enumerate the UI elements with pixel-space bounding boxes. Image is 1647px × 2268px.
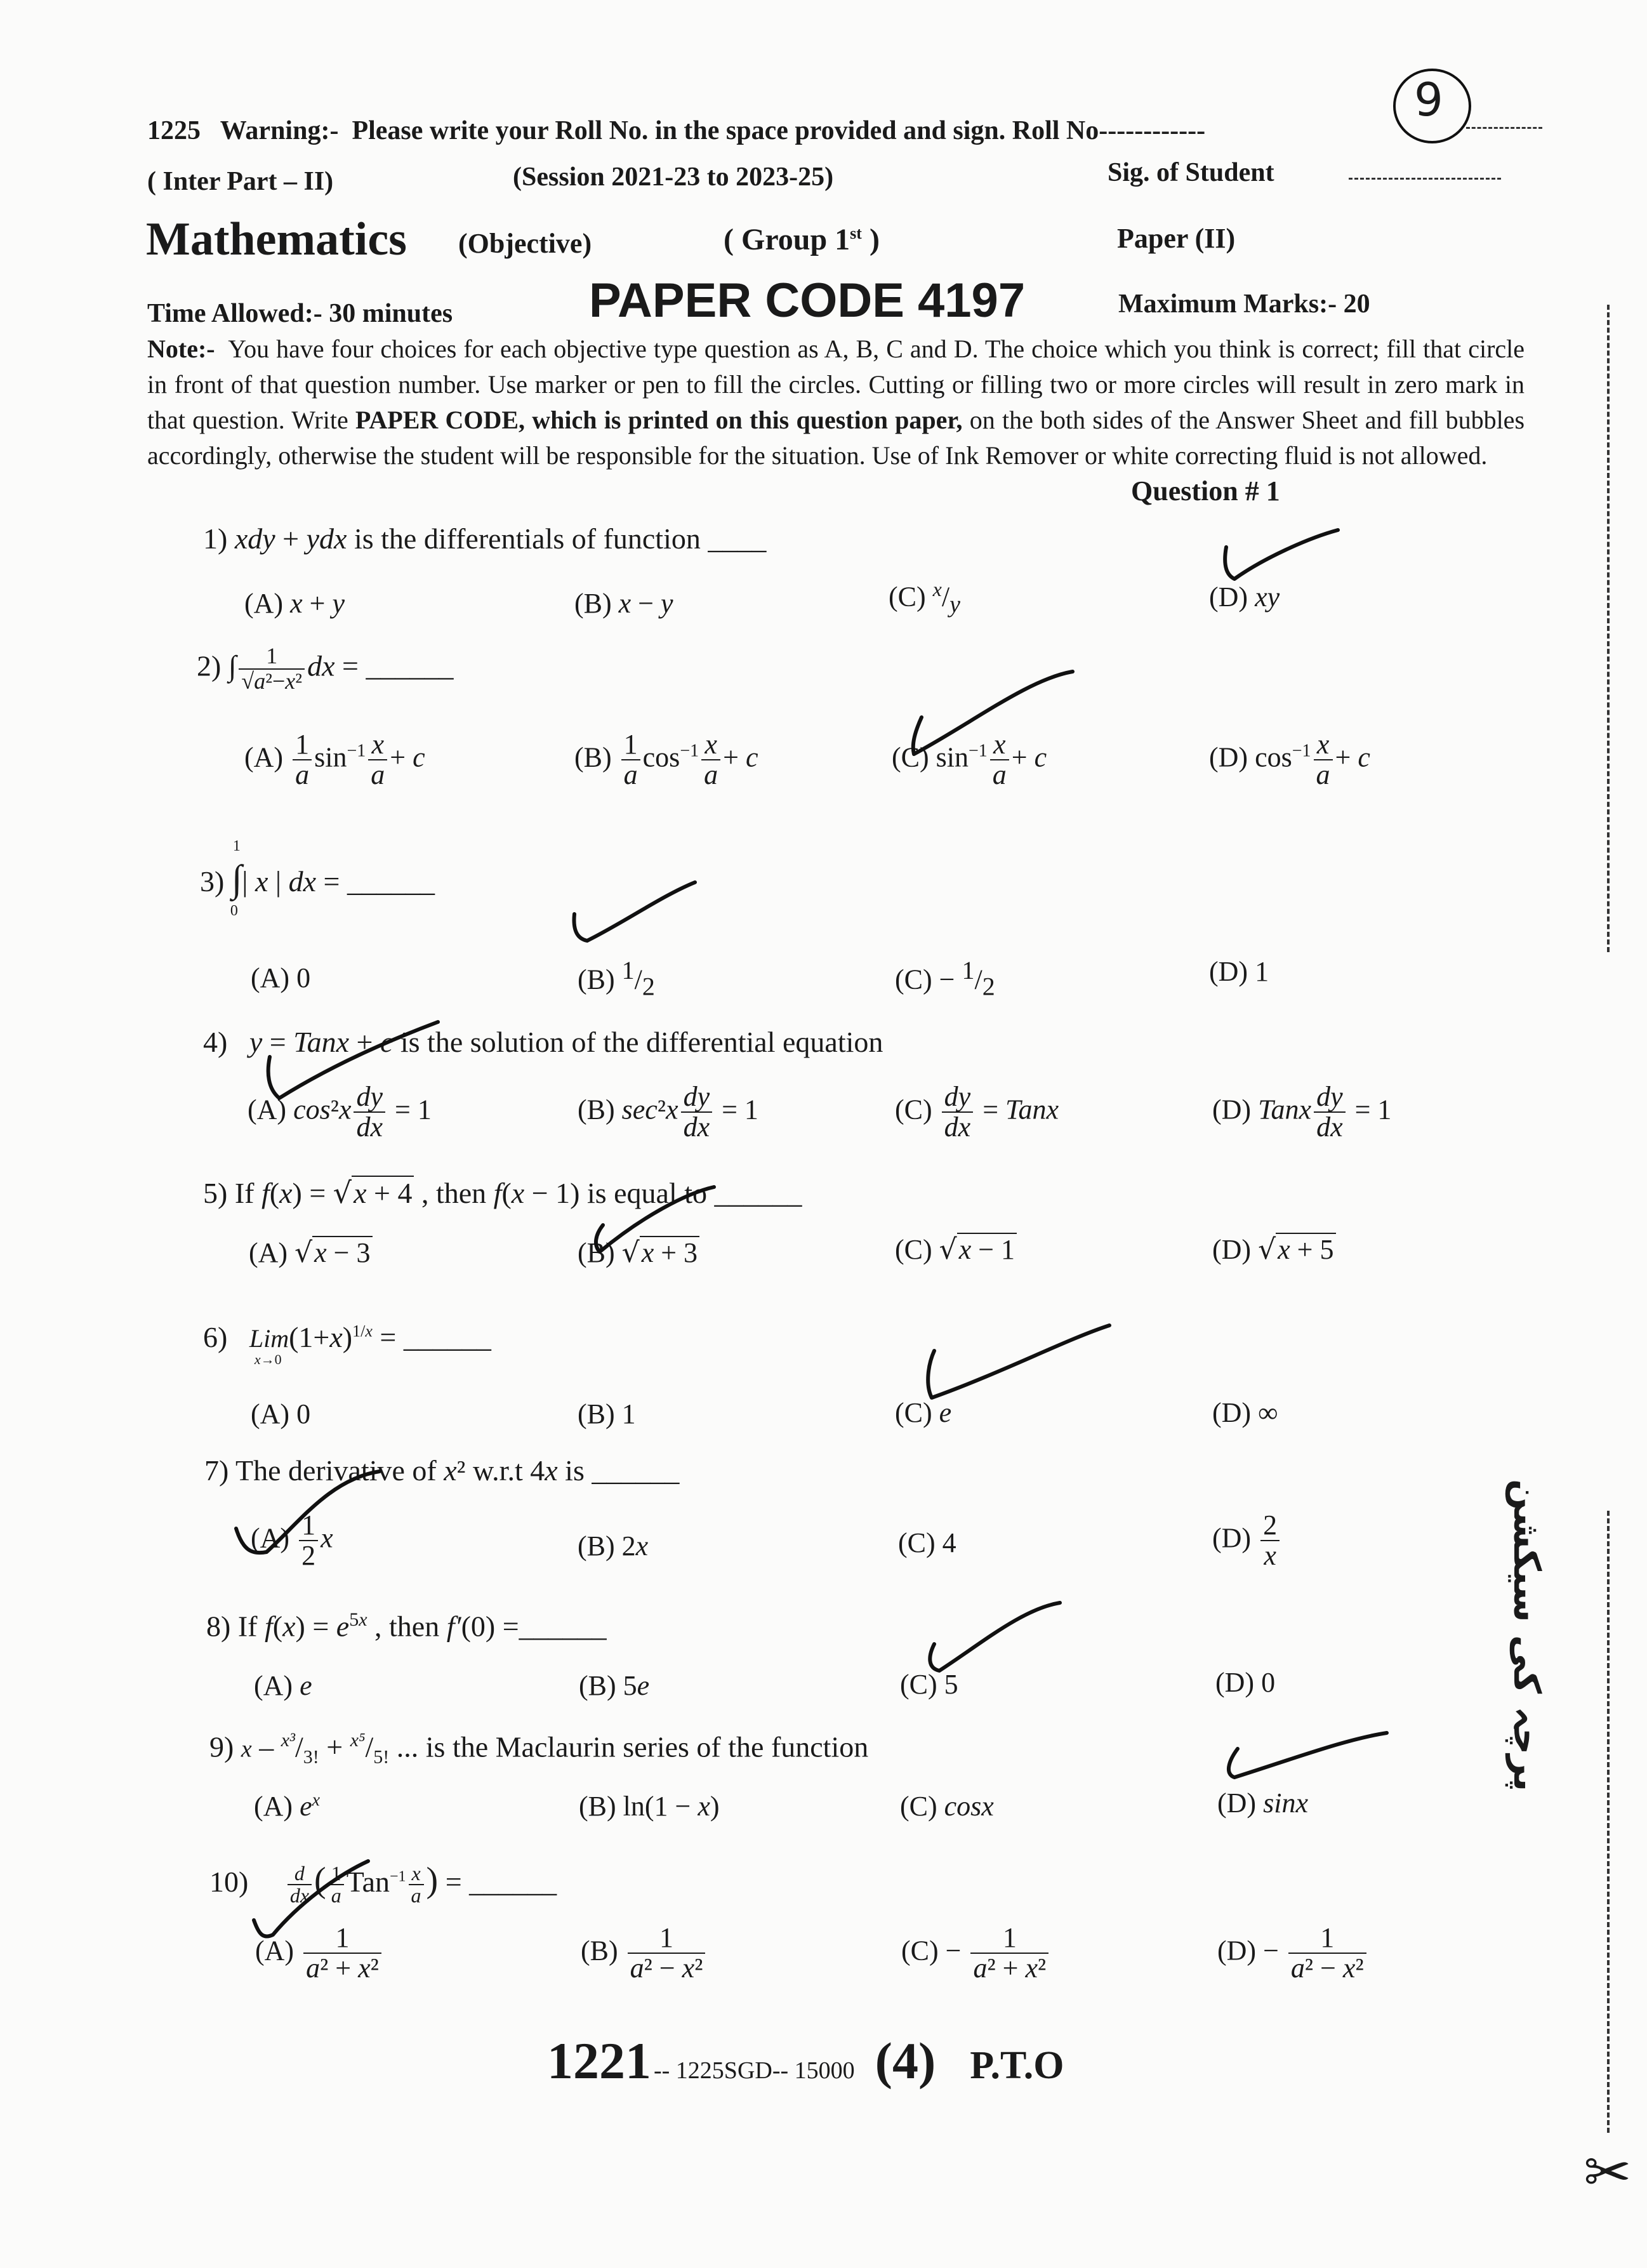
question-1: 1) xdy + ydx is the differentials of function ____ — [203, 522, 767, 555]
footer-code-small: -- 1225SGD-- 15000 — [654, 2057, 855, 2084]
question-label: Question # 1 — [1131, 475, 1280, 507]
q8-option-d[interactable]: (D) 0 — [1215, 1667, 1276, 1698]
question-8: 8) If $f(x) = e^{5x}$ , then f′(0) =______ — [206, 1609, 607, 1643]
tick-q9 — [1229, 1733, 1387, 1777]
margin-vertical-note: پرچہ کی سیکشن — [1505, 1479, 1549, 1792]
footer-pages: (4) — [875, 2032, 936, 2090]
roll-mark-number: 9 — [1414, 73, 1443, 126]
q4-option-d[interactable]: (D) Tanx $\frac{dy}{dx}$ = 1 — [1212, 1081, 1392, 1143]
subject-type: (Objective) — [458, 228, 592, 259]
paper-number: Paper (II) — [1117, 223, 1236, 254]
margin-cut-line-bottom — [1607, 1511, 1610, 2133]
note-bold: PAPER CODE, which is printed on this question paper, — [355, 406, 963, 434]
q10-option-c[interactable]: (C) − $\frac{1}{\text{a² + x²}}$ — [901, 1923, 1051, 1983]
group: ( Group 1st ) — [724, 223, 880, 256]
instructions-note — [147, 331, 1525, 474]
time-allowed: Time Allowed:- 30 minutes — [147, 299, 453, 328]
exam-code: 1225 — [147, 116, 201, 145]
inter-part: ( Inter Part – II) — [147, 167, 334, 196]
q3-option-c[interactable]: $(C) - ^1/_2$ — [895, 956, 995, 1001]
tick-q8 — [930, 1603, 1060, 1671]
q8-option-b[interactable]: (B) 5e — [579, 1670, 650, 1701]
tick-q3 — [574, 882, 695, 941]
q4-option-c[interactable]: (C) $\frac{dy}{dx}$ = Tanx — [895, 1081, 1059, 1143]
q9-option-d[interactable]: (D) sinx — [1217, 1787, 1308, 1819]
question-4: 4) y = Tanx + c is the solution of the differential equation — [203, 1026, 883, 1058]
q9-option-c[interactable]: (C) cosx — [900, 1791, 994, 1822]
q7-option-a[interactable]: (A) $\frac{1}{2}$ x — [251, 1509, 333, 1572]
note-label: Note:- — [147, 335, 215, 363]
q7-option-d[interactable]: (D) $\frac{2}{x}$ — [1212, 1511, 1282, 1570]
q7-option-c[interactable]: (C) 4 — [898, 1527, 956, 1558]
footer-code-big: 1221 — [547, 2032, 651, 2090]
paper-code: PAPER CODE 4197 — [589, 274, 1026, 328]
q5-option-a[interactable]: (A) √x − 3 — [249, 1237, 373, 1269]
signature-label: Sig. of Student — [1108, 158, 1274, 187]
question-6: 6) Lim x→0 $(1+x)^{1/x}$ = ______ — [203, 1321, 491, 1367]
q8-option-c[interactable]: (C) 5 — [900, 1669, 958, 1700]
question-3: 3) ∫ 1 0 | x | dx = ______ — [200, 838, 435, 919]
q6-option-d[interactable]: (D) ∞ — [1212, 1397, 1278, 1428]
tick-q1 — [1225, 530, 1338, 579]
q5-option-d[interactable]: (D) √x + 5 — [1212, 1233, 1336, 1266]
q5-option-c[interactable]: (C) √x − 1 — [895, 1233, 1017, 1266]
q6-option-b[interactable]: (B) 1 — [578, 1398, 636, 1429]
footer-pto: P.T.O — [970, 2044, 1064, 2087]
q8-option-a[interactable]: (A) e — [254, 1670, 312, 1701]
q4-option-b[interactable]: (B) sec²x $\frac{dy}{dx}$ = 1 — [578, 1081, 758, 1143]
q5-option-b[interactable]: (B) √x + 3 — [578, 1237, 699, 1269]
q2-option-a[interactable]: (A) $\frac{1}{a}$ $\sin^{-1}$ $\frac{x}{a}$ + c — [244, 729, 425, 791]
tick-q6 — [928, 1325, 1109, 1398]
note-text-1: You have four choices for each objective type question as A, B, C and D. The choice which you think is correct; fill that circle in front of that question number. Use marker or pen to fill the circles. Cutting or filling two or more circles will result in zero mark in that question. Write — [147, 335, 1525, 434]
q2-option-d[interactable]: (D) $\cos^{-1}$ $\frac{x}{a}$ + c — [1209, 729, 1370, 791]
q10-option-b[interactable]: (B) $\frac{1}{\text{a² − x²}}$ — [581, 1923, 708, 1983]
q4-option-a[interactable]: (A) cos²x $\frac{dy}{dx}$ = 1 — [248, 1081, 432, 1143]
q9-option-b[interactable]: (B) ln(1 − x) — [579, 1791, 720, 1822]
margin-cut-line-top — [1607, 305, 1610, 952]
question-2: 2) ∫ $\frac{1}{\text{√a²−x²}}$ dx = ______ — [197, 643, 454, 694]
q3-option-d[interactable]: (D) 1 — [1209, 956, 1269, 987]
warning-text: Please write your Roll No. in the space provided and sign. Roll No — [352, 116, 1099, 145]
q7-option-b[interactable]: (B) 2x — [578, 1530, 649, 1562]
footer — [547, 2031, 1064, 2091]
q2-option-b[interactable]: (B) $\frac{1}{a}$ $\cos^{-1}$ $\frac{x}{a}$ + c — [574, 729, 758, 791]
note-text-2: on the both sides of the Answer Sheet and fill bubbles accordingly, otherwise the student will be responsible for the situation. Use of Ink Remover or white correcting fluid is not allowed. — [147, 406, 1525, 470]
scissors-icon: ✂ — [1584, 2139, 1632, 2206]
q10-option-d[interactable]: (D) − $\frac{1}{\text{a² − x²}}$ — [1217, 1923, 1369, 1983]
q6-option-c[interactable]: (C) e — [895, 1397, 952, 1428]
question-10: 10) $\frac{d}{dx}$ ( $\frac{1}{a}$ Tan$^{-1}$ $\frac{x}{a}$ ) = ______ — [209, 1860, 557, 1907]
q9-option-a[interactable]: (A) $e^x$ — [254, 1790, 321, 1822]
q10-option-a[interactable]: (A) $\frac{1}{\text{a² + x²}}$ — [255, 1923, 384, 1983]
roll-no-line — [1466, 127, 1542, 129]
header-line-1: 1225 Warning:- Please write your Roll No. in the space provided and sign. Roll No------------ — [147, 116, 1206, 145]
max-marks: Maximum Marks:- 20 — [1118, 289, 1370, 319]
signature-line — [1349, 178, 1501, 180]
q1-option-b[interactable]: (B) x − y — [574, 588, 673, 619]
question-5: 5) If f(x) = √x + 4 , then f(x − 1) is equal to ______ — [203, 1176, 802, 1210]
question-7: 7) The derivative of x² w.r.t 4x is ______ — [204, 1454, 680, 1487]
session: (Session 2021-23 to 2023-25) — [513, 162, 834, 192]
warning-label: Warning:- — [220, 116, 339, 145]
q1-option-a[interactable]: (A) x + y — [244, 588, 345, 619]
q3-option-b[interactable]: (B) $^1/_2$ — [578, 956, 655, 1001]
q3-option-a[interactable]: (A) 0 — [251, 962, 311, 993]
q2-option-c[interactable]: (C) $\sin^{-1}$ $\frac{x}{a}$ + c — [892, 729, 1047, 791]
q1-option-c[interactable]: (C) $^x/_y$ — [889, 578, 960, 618]
subject-title: Mathematics — [146, 213, 407, 265]
q6-option-a[interactable]: (A) 0 — [251, 1398, 311, 1429]
q1-option-d[interactable]: (D) xy — [1209, 581, 1280, 613]
question-9: 9) $x - ^{x^3}/_{3!} + ^{x^5}/_{5!}$ ... is the Maclaurin series of the function — [209, 1730, 869, 1768]
